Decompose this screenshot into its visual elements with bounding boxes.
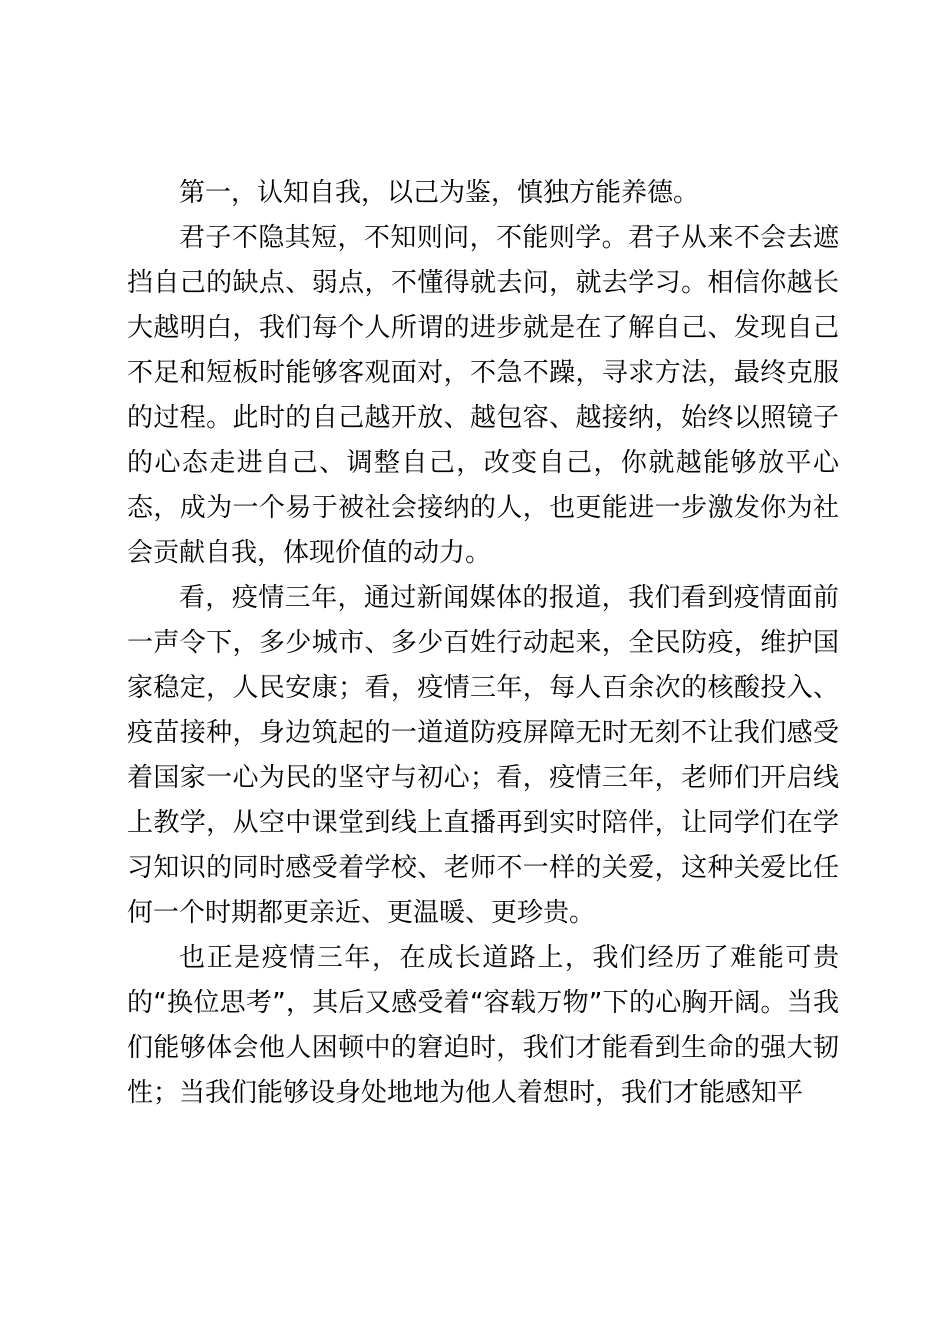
document-body bbox=[127, 171, 839, 1116]
paragraph: 君子不隐其短，不知则问，不能则学。君子从来不会去遮挡自己的缺点、弱点，不懂得就去问，就去学习。相信你越长大越明白，我们每个人所谓的进步就是在了解自己、发现自己不足和短板时能够客观面对，不急不躁，寻求方法，最终克服的过程。此时的自己越开放、越包容、越接纳，始终以照镜子的心态走进自己、调整自己，改变自己，你就越能够放平心态，成为一个易于被社会接纳的人，也更能进一步激发你为社会贡献自我，体现价值的动力。 bbox=[127, 223, 839, 568]
paragraph-heading: 第一，认知自我，以己为鉴，慎独方能养德。 bbox=[179, 178, 700, 208]
paragraph: 也正是疫情三年，在成长道路上，我们经历了难能可贵的“换位思考”，其后又感受着“容载万物”下的心胸开阔。当我们能够体会他人困顿中的窘迫时，我们才能看到生命的强大韧性；当我们能够设身处地地为他人着想时，我们才能感知平 bbox=[127, 943, 839, 1108]
paragraph: 看，疫情三年，通过新闻媒体的报道，我们看到疫情面前一声令下，多少城市、多少百姓行动起来，全民防疫，维护国家稳定，人民安康；看，疫情三年，每人百余次的核酸投入、疫苗接种，身边筑起的一道道防疫屏障无时无刻不让我们感受着国家一心为民的坚守与初心；看，疫情三年，老师们开启线上教学，从空中课堂到线上直播再到实时陪伴，让同学们在学习知识的同时感受着学校、老师不一样的关爱，这种关爱比任何一个时期都更亲近、更温暖、更珍贵。 bbox=[127, 583, 839, 928]
